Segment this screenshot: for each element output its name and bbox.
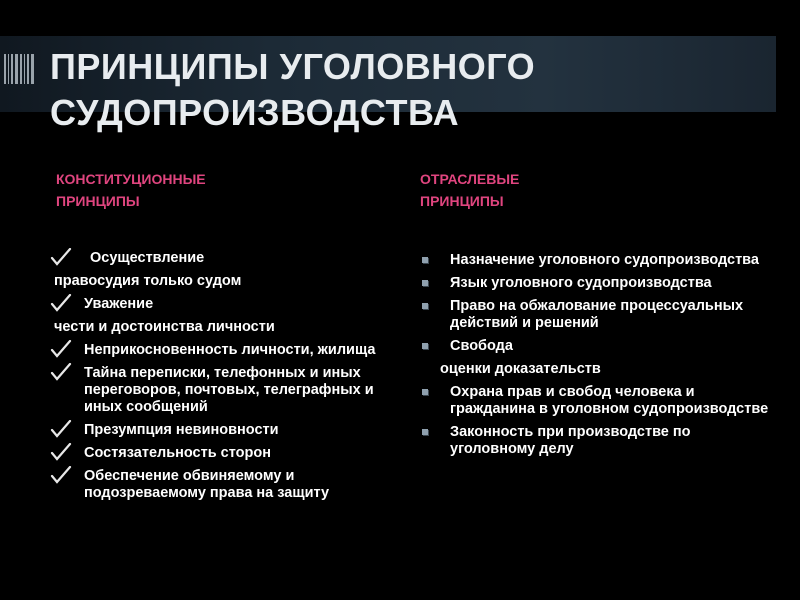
list-item-text: Право на обжалование процессуальных действий и решений [450, 298, 744, 331]
page-title [50, 44, 750, 136]
list-item-text: Свобода [450, 338, 513, 354]
left-column-heading [56, 168, 206, 212]
right-heading-line-1: ОТРАСЛЕВЫЕ [420, 171, 520, 187]
branch-principles-list [420, 252, 770, 464]
list-item [50, 319, 380, 336]
list-item [50, 273, 380, 290]
list-item-text: Тайна переписки, телефонных и иных переговоров, почтовых, телеграфных и иных сообщений [84, 365, 374, 415]
left-heading-line-2: ПРИНЦИПЫ [56, 193, 140, 209]
list-item-text: Состязательность сторон [84, 445, 271, 461]
list-item [50, 296, 380, 313]
checkmark-icon [50, 443, 72, 461]
right-heading-line-2: ПРИНЦИПЫ [420, 193, 504, 209]
square-bullet-icon [422, 389, 428, 395]
list-item [50, 468, 380, 502]
list-item-text: Назначение уголовного судопроизводства [450, 252, 759, 268]
square-bullet-icon [422, 257, 428, 263]
list-item [420, 424, 770, 458]
list-item-text: Законность при производстве по уголовному делу [450, 424, 691, 457]
checkmark-icon [50, 340, 72, 358]
barcode-decoration-icon [4, 54, 34, 84]
list-item [420, 275, 770, 292]
list-item-text: Уважение [84, 296, 154, 312]
checkmark-icon [50, 466, 72, 484]
list-item [50, 250, 380, 267]
list-item-text: Неприкосновенность личности, жилища [84, 342, 376, 358]
list-item [420, 252, 770, 269]
list-item [50, 342, 380, 359]
list-item-text: оценки доказательств [440, 361, 601, 377]
checkmark-icon [50, 420, 72, 438]
list-item [420, 338, 770, 355]
list-item [420, 298, 770, 332]
square-bullet-icon [422, 343, 428, 349]
list-item-text: Осуществление [90, 250, 205, 266]
checkmark-icon [50, 294, 72, 312]
square-bullet-icon [422, 429, 428, 435]
list-item-text: Презумпция невиновности [84, 422, 279, 438]
list-item [420, 384, 770, 418]
right-column-heading [420, 168, 519, 212]
checkmark-icon [50, 248, 72, 266]
title-line-1: ПРИНЦИПЫ УГОЛОВНОГО [50, 46, 536, 87]
list-item [50, 445, 380, 462]
square-bullet-icon [422, 303, 428, 309]
constitutional-principles-list [50, 250, 380, 508]
list-item-text: правосудия только судом [54, 273, 242, 289]
list-item [50, 365, 380, 416]
list-item [420, 361, 770, 378]
list-item-text: Язык уголовного судопроизводства [450, 275, 712, 291]
square-bullet-icon [422, 280, 428, 286]
title-line-2: СУДОПРОИЗВОДСТВА [50, 92, 460, 133]
left-heading-line-1: КОНСТИТУЦИОННЫЕ [56, 171, 206, 187]
list-item-text: чести и достоинства личности [54, 319, 275, 335]
list-item-text: Обеспечение обвиняемому и подозреваемому права на защиту [84, 468, 330, 501]
list-item-text: Охрана прав и свобод человека и гражданина в уголовном судопроизводстве [450, 384, 769, 417]
list-item [50, 422, 380, 439]
checkmark-icon [50, 363, 72, 381]
